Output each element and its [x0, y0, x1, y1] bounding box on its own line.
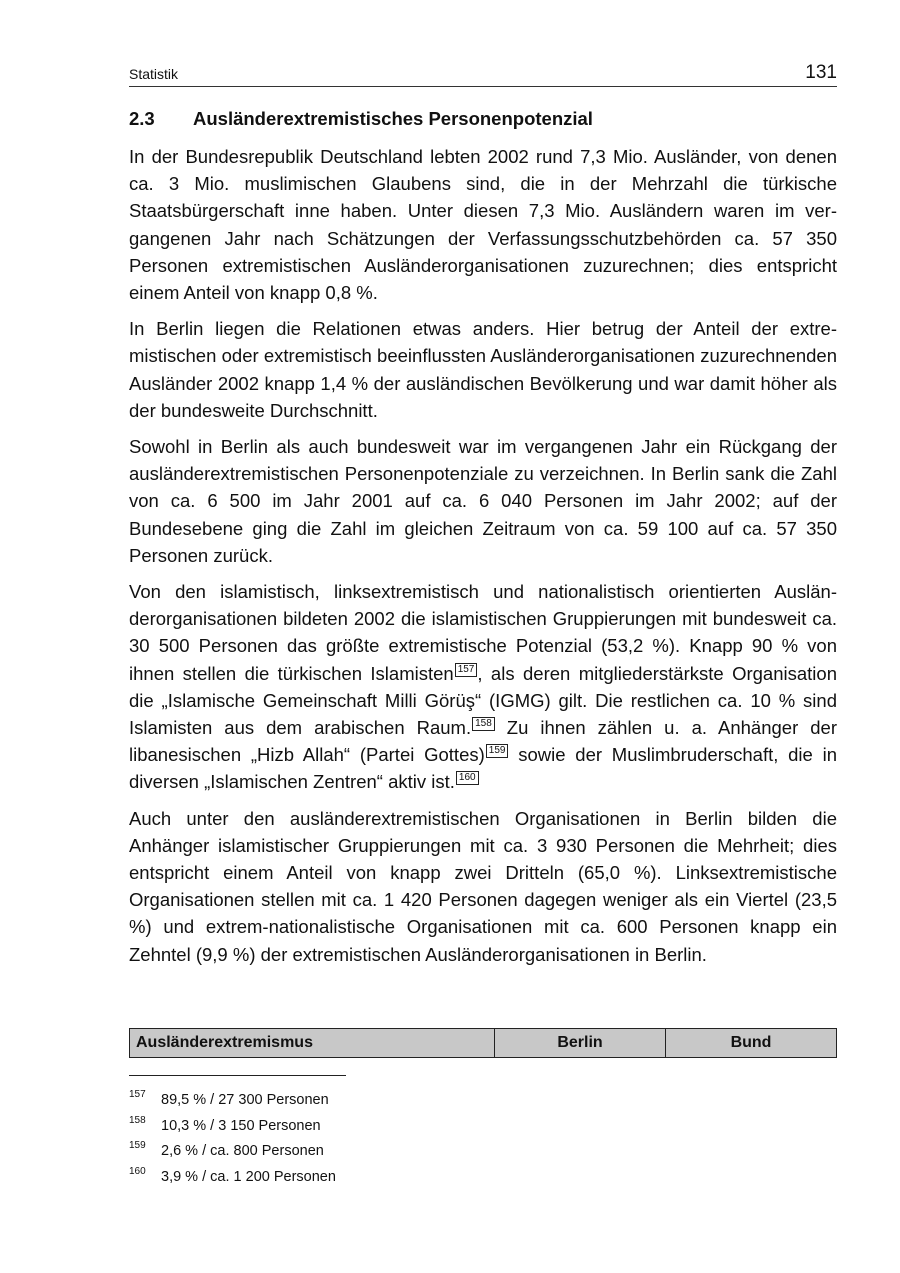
paragraph-5: Auch unter den ausländerextremistischen Organisationen in Berlin bilden die Anhänger islamistischer Gruppierungen mit ca. 3 930 Personen die Mehrheit; dies entspricht einem Anteil von knapp zwei Dritteln (65,0 %). Linksextremistische Organisationen stellen mit ca. 1 420 Personen dagegen weniger als ein Viertel (23,5 %) und extrem-nationalistische Organisationen mit ca. 600 Personen knapp ein Zehntel (9,9 %) der extremistischen Ausländerorganisationen in Berlin.: [129, 807, 837, 965]
table-header-cell-category: Ausländerextremismus: [130, 1029, 495, 1058]
paragraph-4-part-d: sowie der Muslimbruderschaft, die in diversen „Islamischen Zentren“ aktiv ist.: [129, 744, 837, 793]
paragraph-4-part-a: Von den islamistisch, linksextremistisch und nationalistisch orientierten Ausländerorganisationen bildeten 2002 die islamistischen Gruppierungen mit bundesweit ca. 30 500 Personen das größte extremistische Potenzial (53,2 %). Knapp 90 % von ihnen stellen die türkischen Islamisten: [129, 581, 837, 684]
paragraph-1: In der Bundesrepublik Deutschland lebten 2002 rund 7,3 Mio. Ausländer, von denen ca. 3 Mio. muslimischen Glaubens sind, die in der Mehrzahl die türkische Staatsbürgerschaft inne haben. Unter diesen 7,3 Mio. Ausländern waren im vergangenen Jahr nach Schätzungen der Verfassungsschutzbehörden ca. 57 350 Personen extremistischen Ausländerorganisationen zuzurechnen; dies entspricht einem Anteil von knapp 0,8 %.: [129, 146, 837, 304]
page-header: [129, 62, 837, 87]
footnote-text: 89,5 % / 27 300 Personen: [161, 1092, 329, 1108]
section-heading: [129, 107, 837, 131]
statistics-table-header: [129, 1028, 837, 1058]
footnote-158: [129, 1116, 629, 1142]
paragraph-4: [129, 578, 837, 796]
table-header-cell-bund: Bund: [666, 1029, 837, 1058]
footnote-ref-157[interactable]: 157: [455, 663, 478, 677]
footnote-text: 10,3 % / 3 150 Personen: [161, 1117, 321, 1134]
footnote-ref-158[interactable]: 158: [472, 717, 495, 731]
paragraph-4-part-b: , als deren mitgliederstärkste Organisation die „Islamische Gemeinschaft Milli Görüş“ (IGMG) gilt. Die restlichen ca. 10 % sind Islamisten aus dem arabischen Raum.: [129, 662, 837, 739]
section-title: Ausländerextremistisches Personenpotenzial: [193, 108, 593, 129]
paragraph-3: Sowohl in Berlin als auch bundesweit war im vergangenen Jahr ein Rückgang der ausländerextremistischen Personenpotenziale zu verzeichnen. In Berlin sank die Zahl von ca. 6 500 im Jahr 2001 auf ca. 6 040 Personen im Jahr 2002; auf der Bundesebene ging die Zahl im gleichen Zeitraum von ca. 59 100 auf ca. 57 350 Personen zurück.: [129, 436, 837, 566]
footnote-number: 158: [129, 1114, 146, 1126]
paragraph-2: In Berlin liegen die Relationen etwas anders. Hier betrug der Anteil der extremistischen oder extremistisch beeinflussten Ausländerorganisationen zuzurechnenden Ausländer 2002 knapp 1,4 % der ausländischen Bevölkerung und war damit höher als der bundesweite Durchschnitt.: [129, 318, 837, 421]
footnote-separator: [129, 1075, 346, 1076]
footnote-ref-159[interactable]: 159: [486, 744, 509, 758]
running-head: Statistik: [129, 66, 179, 82]
footnote-number: 159: [129, 1140, 146, 1152]
table-header-row: [130, 1029, 837, 1058]
footnote-text: 2,6 % / ca. 800 Personen: [161, 1143, 324, 1160]
footnote-157: [129, 1090, 629, 1116]
paragraph-4-part-c: Zu ihnen zählen u. a. Anhänger der libanesischen „Hizb Allah“ (Partei Gottes): [129, 717, 837, 766]
footnotes: [129, 1090, 629, 1192]
footnote-160: [129, 1167, 629, 1193]
footnote-159: [129, 1141, 629, 1167]
footnote-number: 157: [129, 1089, 146, 1100]
footnote-number: 160: [129, 1165, 146, 1177]
section-number: 2.3: [129, 108, 155, 129]
page-number: 131: [805, 62, 837, 83]
table-header-cell-berlin: Berlin: [495, 1029, 666, 1058]
footnote-text: 3,9 % / ca. 1 200 Personen: [161, 1168, 336, 1185]
footnote-ref-160[interactable]: 160: [456, 771, 479, 785]
body-text: [129, 143, 837, 977]
